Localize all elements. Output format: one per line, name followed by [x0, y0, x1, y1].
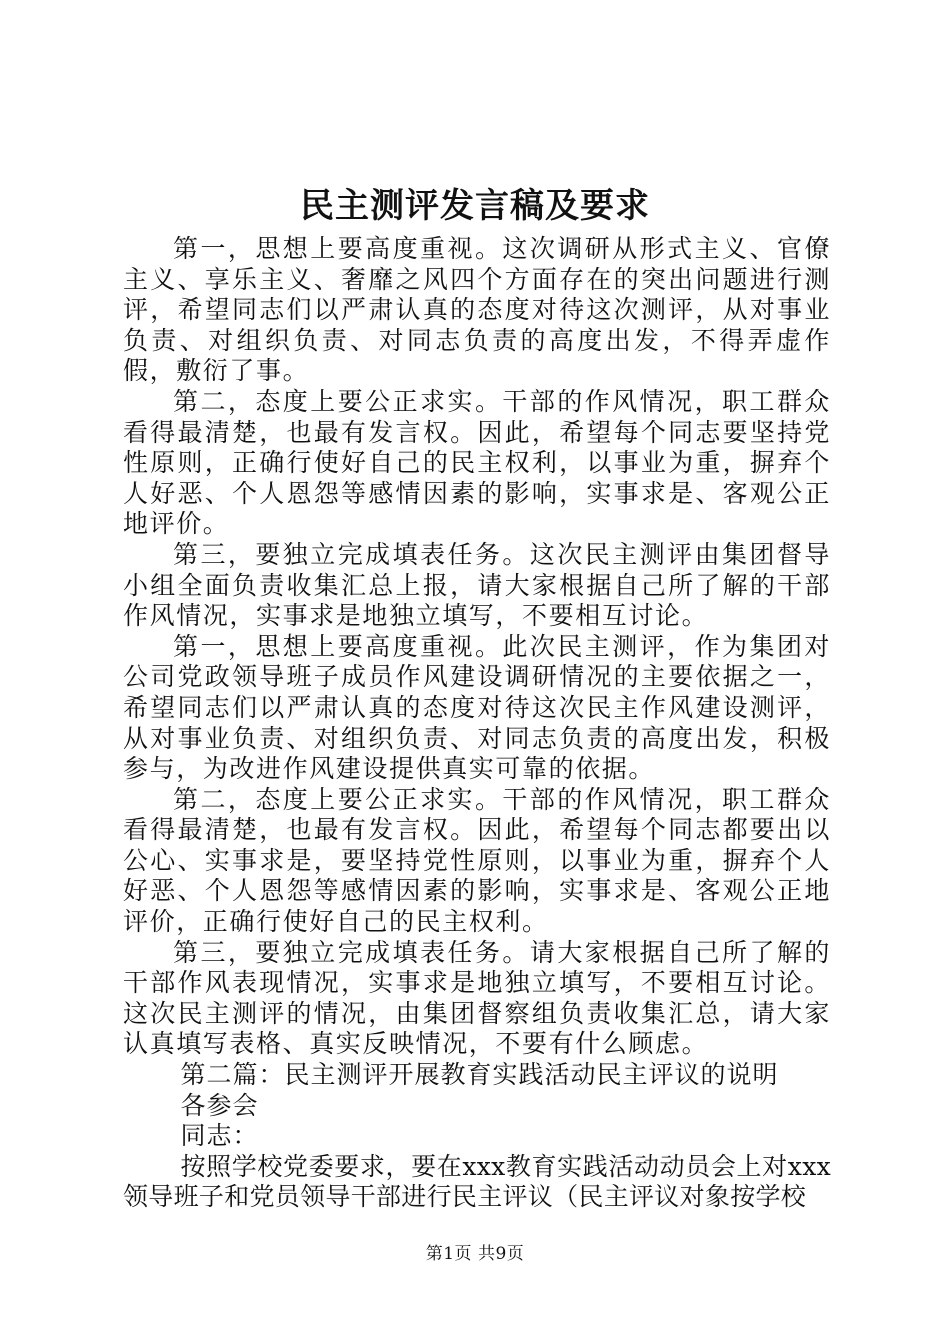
paragraph-1: 第一，思想上要高度重视。这次调研从形式主义、官僚主义、享乐主义、奢靡之风四个方面存在的突出问题进行测评，希望同志们以严肃认真的态度对待这次测评，从对事业负责、对组织负责、对同志负责的高度出发，不得弄虚作假，敷衍了事。	[123, 234, 831, 386]
paragraph-last: 按照学校党委要求，要在xxx教育实践活动动员会上对xxx领导班子和党员领导干部进行民主评议（民主评议对象按学校	[123, 1151, 831, 1212]
page-number-footer: 第1页 共9页	[425, 1244, 525, 1264]
salutation-line-2: 同志：	[180, 1121, 259, 1151]
salutation-line-1: 各参会	[180, 1090, 259, 1120]
document-title: 民主测评发言稿及要求	[300, 186, 650, 226]
paragraph-4: 第一，思想上要高度重视。此次民主测评，作为集团对公司党政领导班子成员作风建设调研情况的主要依据之一，希望同志们以严肃认真的态度对待这次民主作风建设测评，从对事业负责、对组织负责、对同志负责的高度出发，积极参与，为改进作风建设提供真实可靠的依据。	[123, 631, 831, 784]
paragraph-2: 第二，态度上要公正求实。干部的作风情况，职工群众看得最清楚，也最有发言权。因此，希望每个同志要坚持党性原则，正确行使好自己的民主权利，以事业为重，摒弃个人好恶、个人恩怨等感情因素的影响，实事求是、客观公正地评价。	[123, 386, 831, 539]
paragraph-3: 第三，要独立完成填表任务。这次民主测评由集团督导小组全面负责收集汇总上报，请大家根据自己所了解的干部作风情况，实事求是地独立填写，不要相互讨论。	[123, 539, 831, 631]
paragraph-5: 第二，态度上要公正求实。干部的作风情况，职工群众看得最清楚，也最有发言权。因此，希望每个同志都要出以公心、实事求是，要坚持党性原则，以事业为重，摒弃个人好恶、个人恩怨等感情因素的影响，实事求是、客观公正地评价，正确行使好自己的民主权利。	[123, 784, 831, 937]
document-body	[123, 234, 831, 1213]
section-heading: 第二篇：民主测评开展教育实践活动民主评议的说明	[180, 1060, 779, 1090]
paragraph-6: 第三，要独立完成填表任务。请大家根据自己所了解的干部作风表现情况，实事求是地独立填写，不要相互讨论。这次民主测评的情况，由集团督察组负责收集汇总，请大家认真填写表格、真实反映情况，不要有什么顾虑。	[123, 937, 831, 1059]
